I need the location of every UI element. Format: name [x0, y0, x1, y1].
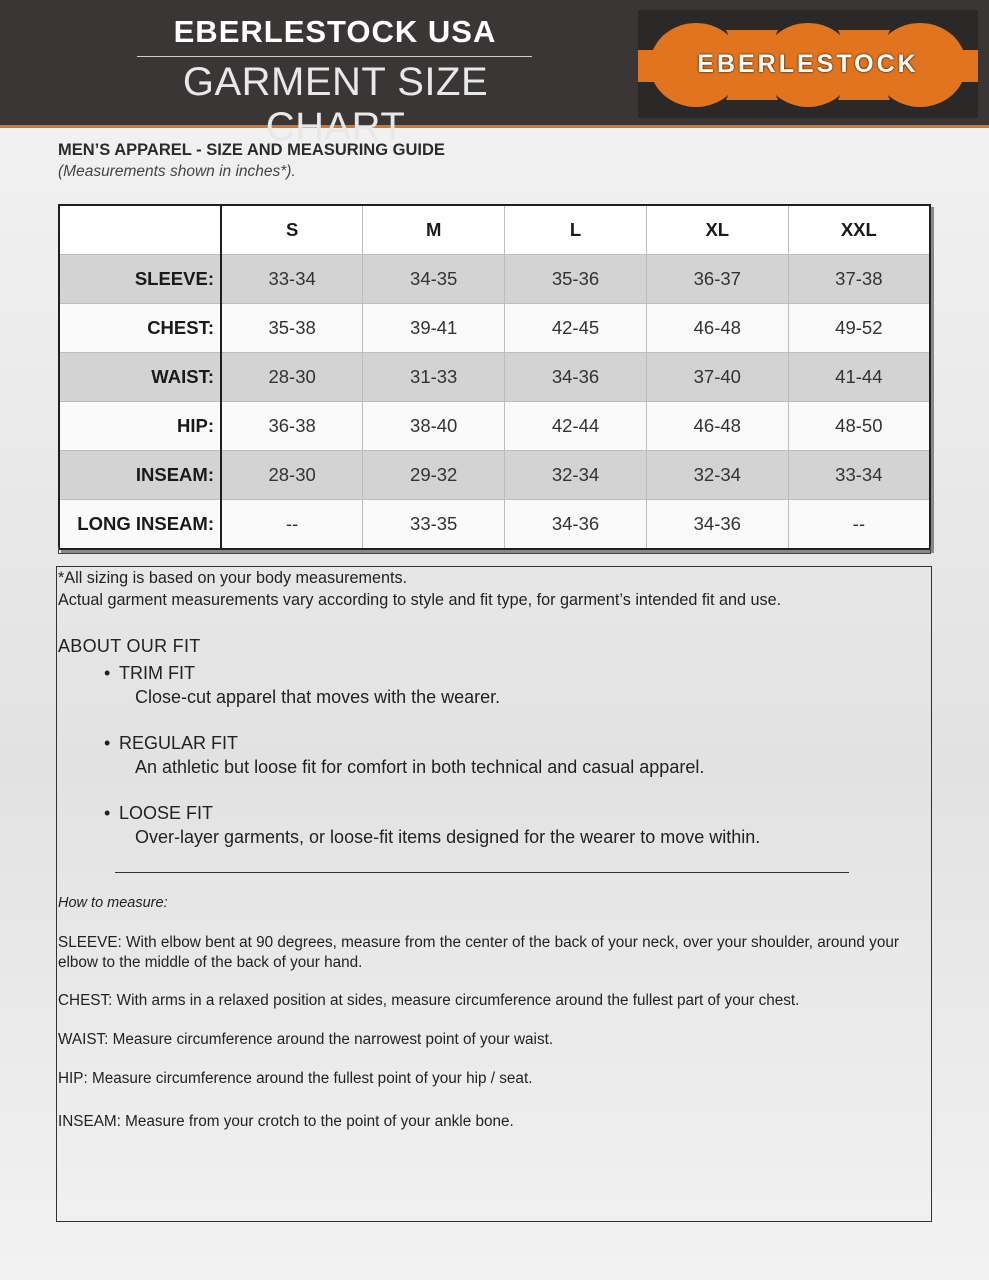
table-cell: -- — [221, 500, 363, 550]
table-cell: 34-36 — [505, 500, 647, 550]
table-cell: 37-40 — [646, 353, 788, 402]
row-label: CHEST: — [59, 304, 221, 353]
table-cell: 33-34 — [221, 255, 363, 304]
fit-desc-loose: Over-layer garments, or loose-fit items designed for the wearer to move within. — [135, 827, 761, 847]
table-cell: 28-30 — [221, 353, 363, 402]
table-cell: 36-37 — [646, 255, 788, 304]
logo-wordmark: EBERLESTOCK — [697, 50, 919, 78]
brand-name: EBERLESTOCK USA — [173, 14, 497, 49]
table-cell: 42-45 — [505, 304, 647, 353]
table-row-chest — [59, 304, 930, 353]
table-cell: 49-52 — [788, 304, 930, 353]
table-cell: 36-38 — [221, 402, 363, 451]
measure-inseam: INSEAM: Measure from your crotch to the point of your ankle bone. — [58, 1113, 514, 1130]
table-cell: 48-50 — [788, 402, 930, 451]
table-cell: 28-30 — [221, 451, 363, 500]
table-footer-strip — [58, 546, 931, 554]
row-label: WAIST: — [59, 353, 221, 402]
header-banner — [0, 0, 989, 149]
row-label: SLEEVE: — [59, 255, 221, 304]
size-header-m: M — [363, 205, 505, 255]
table-cell: 46-48 — [646, 402, 788, 451]
sizing-note: *All sizing is based on your body measurements. — [58, 569, 408, 587]
table-cell: 29-32 — [363, 451, 505, 500]
size-header-s: S — [221, 205, 363, 255]
guide-heading: MEN’S APPAREL - SIZE AND MEASURING GUIDE — [58, 141, 445, 159]
fit-name-regular: • REGULAR FIT — [119, 733, 238, 754]
fit-name-trim: • TRIM FIT — [119, 663, 195, 684]
fit-name-loose: • LOOSE FIT — [119, 803, 213, 824]
measure-hip: HIP: Measure circumference around the fullest point of your hip / seat. — [58, 1070, 533, 1087]
size-header-l: L — [505, 205, 647, 255]
table-cell: 35-38 — [221, 304, 363, 353]
header-corner-cell — [59, 205, 221, 255]
fit-notes-panel — [56, 566, 932, 1222]
table-cell: 39-41 — [363, 304, 505, 353]
table-row-waist — [59, 353, 930, 402]
table-cell: 37-38 — [788, 255, 930, 304]
table-cell: 42-44 — [505, 402, 647, 451]
table-cell: -- — [788, 500, 930, 550]
table-cell: 41-44 — [788, 353, 930, 402]
table-cell: 31-33 — [363, 353, 505, 402]
row-label: INSEAM: — [59, 451, 221, 500]
table-row-hip — [59, 402, 930, 451]
row-label: LONG INSEAM: — [59, 500, 221, 550]
section-divider — [115, 872, 849, 873]
table-cell: 33-35 — [363, 500, 505, 550]
size-header-row — [59, 205, 930, 255]
fit-desc-regular: An athletic but loose fit for comfort in both technical and casual apparel. — [135, 757, 705, 777]
table-cell: 34-36 — [505, 353, 647, 402]
page-title: GARMENT SIZE CHART — [182, 60, 489, 149]
table-cell: 34-36 — [646, 500, 788, 550]
brand-divider — [137, 56, 532, 57]
table-cell: 38-40 — [363, 402, 505, 451]
fit-heading: ABOUT OUR FIT — [58, 636, 201, 656]
table-cell: 35-36 — [505, 255, 647, 304]
size-header-xl: XL — [646, 205, 788, 255]
size-chart-table — [58, 204, 931, 550]
table-cell: 33-34 — [788, 451, 930, 500]
table-cell: 32-34 — [646, 451, 788, 500]
table-row-inseam — [59, 451, 930, 500]
fit-desc-trim: Close-cut apparel that moves with the wearer. — [135, 687, 501, 707]
measure-sleeve: SLEEVE: With elbow bent at 90 degrees, measure from the center of the back of your neck, over your shoulder, around your elbow to the middle of the back of your hand. — [58, 934, 899, 971]
table-cell: 32-34 — [505, 451, 647, 500]
how-to-measure-heading: How to measure: — [58, 895, 168, 911]
measure-chest: CHEST: With arms in a relaxed position at sides, measure circumference around the fullest part of your chest. — [58, 992, 800, 1009]
row-label: HIP: — [59, 402, 221, 451]
table-row-long-inseam — [59, 500, 930, 550]
size-header-xxl: XXL — [788, 205, 930, 255]
table-cell: 46-48 — [646, 304, 788, 353]
garment-note: Actual garment measurements vary according to style and fit type, for garment’s intended fit and use. — [58, 591, 782, 609]
measure-waist: WAIST: Measure circumference around the narrowest point of your waist. — [58, 1031, 554, 1048]
table-cell: 34-35 — [363, 255, 505, 304]
units-note: (Measurements shown in inches*). — [58, 163, 296, 180]
table-row-sleeve — [59, 255, 930, 304]
eberlestock-logo — [638, 10, 978, 118]
